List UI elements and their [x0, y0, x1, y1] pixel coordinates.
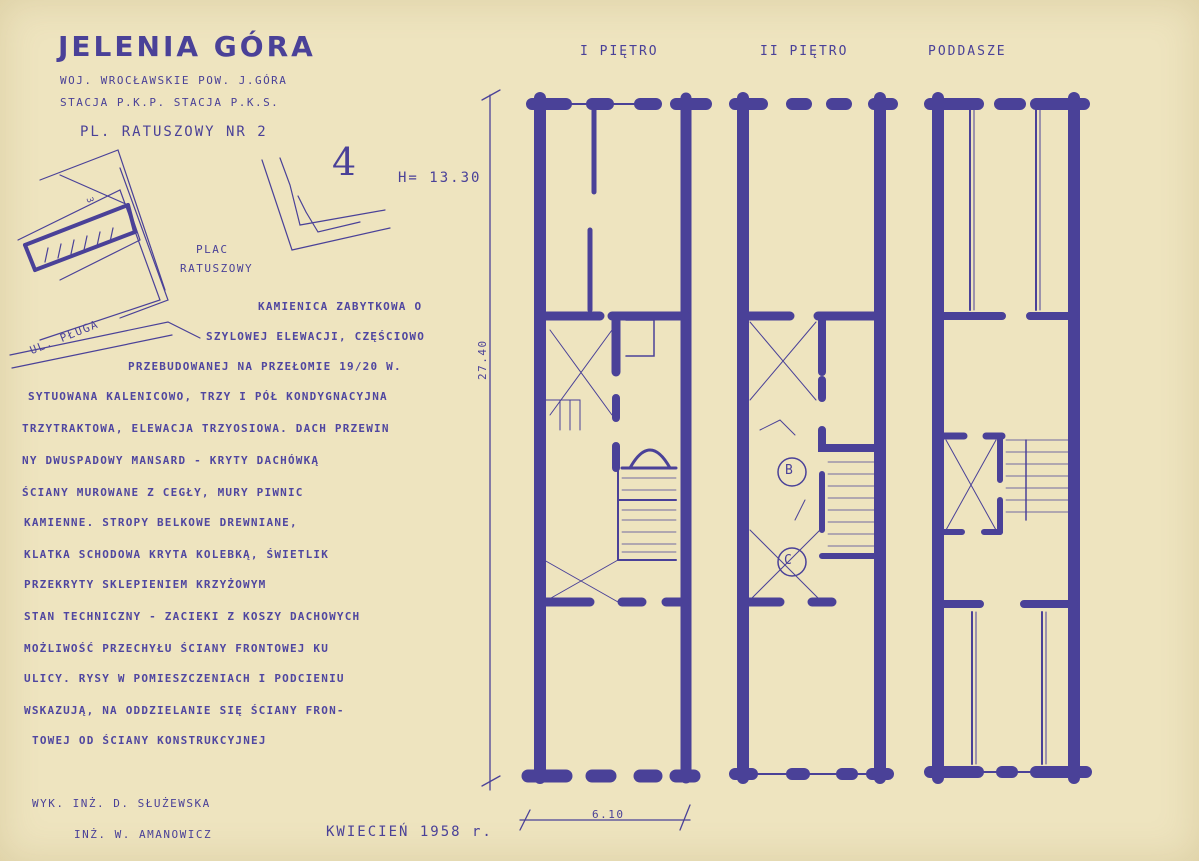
- description-line: WSKAZUJĄ, NA ODDZIELANIE SIĘ ŚCIANY FRON-: [24, 704, 345, 717]
- description-line: STAN TECHNICZNY - ZACIEKI Z KOSZY DACHOWYCH: [24, 610, 361, 623]
- map-street-label: UL. PŁUGA: [28, 317, 101, 358]
- plan-label-floor-2: II PIĘTRO: [760, 44, 849, 59]
- marker-c-label: C: [784, 553, 793, 568]
- floor-plan-2: [735, 98, 892, 778]
- map-square-label-1: PLAC: [196, 243, 229, 256]
- description-line: PRZEKRYTY SKLEPIENIEM KRZYŻOWYM: [24, 578, 267, 591]
- map-square-label-2: RATUSZOWY: [180, 262, 254, 275]
- description-line: SYTUOWANA KALENICOWO, TRZY I PÓŁ KONDYGNACYJNA: [28, 390, 388, 403]
- marker-b-label: B: [785, 463, 794, 478]
- document-date: KWIECIEŃ 1958 r.: [326, 824, 493, 840]
- description-line: KAMIENNE. STROPY BELKOWE DREWNIANE,: [24, 516, 298, 529]
- site-map-sketch: [10, 150, 390, 368]
- floor-plan-attic: [930, 98, 1086, 778]
- sheet-number: 4: [332, 140, 358, 184]
- description-line: MOŻLIWOŚĆ PRZECHYŁU ŚCIANY FRONTOWEJ KU: [24, 642, 330, 655]
- depth-dimension: 27.40: [476, 339, 489, 380]
- description-line: ŚCIANY MUROWANE Z CEGŁY, MURY PIWNIC: [22, 486, 304, 499]
- floor-plan-1: [528, 98, 706, 778]
- description-line: TOWEJ OD ŚCIANY KONSTRUKCYJNEJ: [32, 734, 267, 747]
- description-line: ULICY. RYSY W POMIESZCZENIACH I PODCIENIU: [24, 672, 345, 685]
- width-dimension: 6.10: [592, 808, 625, 821]
- description-line: NY DWUSPADOWY MANSARD - KRYTY DACHÓWKĄ: [22, 454, 320, 467]
- map-lot-number: 3: [83, 196, 96, 206]
- author-line-1: WYK. INŻ. D. SŁUŻEWSKA: [32, 797, 211, 810]
- description-line: SZYLOWEJ ELEWACJI, CZĘŚCIOWO: [206, 330, 426, 343]
- description-line: TRZYTRAKTOWA, ELEWACJA TRZYOSIOWA. DACH PRZEWIN: [22, 422, 390, 435]
- description-line: KAMIENICA ZABYTKOWA O: [258, 300, 423, 313]
- plan-label-attic: PODDASZE: [928, 44, 1007, 59]
- description-line: PRZEBUDOWANEJ NA PRZEŁOMIE 19/20 W.: [128, 360, 402, 373]
- dimension-lines: [482, 90, 690, 830]
- region-line: WOJ. WROCŁAWSKIE POW. J.GÓRA: [60, 74, 288, 87]
- city-title: JELENIA GÓRA: [58, 30, 316, 63]
- author-line-2: INŻ. W. AMANOWICZ: [74, 828, 213, 841]
- address-line: PL. RATUSZOWY NR 2: [80, 124, 268, 140]
- station-line: STACJA P.K.P. STACJA P.K.S.: [60, 96, 280, 109]
- plan-label-floor-1: I PIĘTRO: [580, 44, 659, 59]
- building-height: H= 13.30: [398, 170, 482, 186]
- description-line: KLATKA SCHODOWA KRYTA KOLEBKĄ, ŚWIETLIK: [24, 548, 330, 561]
